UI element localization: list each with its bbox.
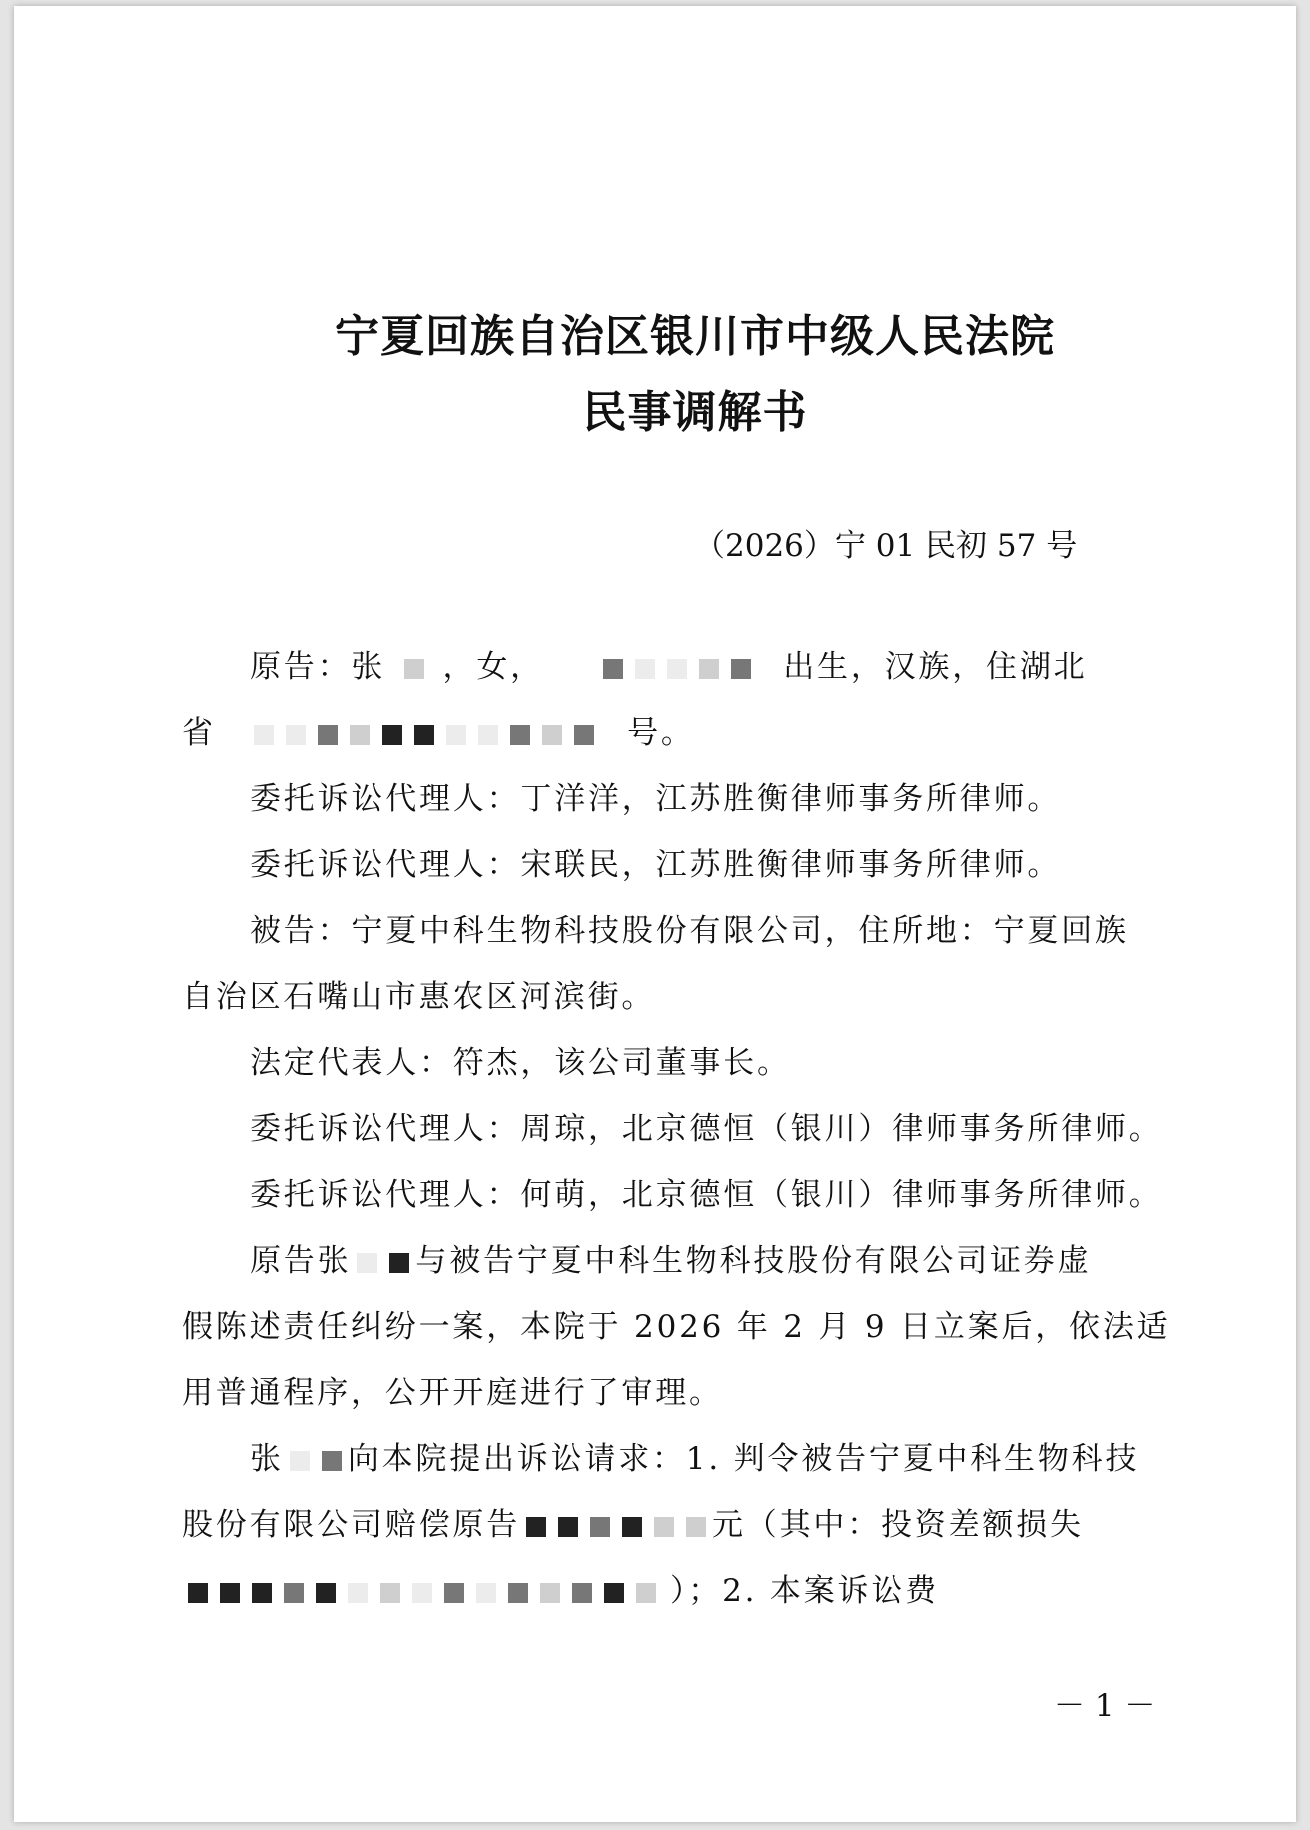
redacted-birthdate (597, 651, 757, 687)
court-name: 宁夏回族自治区银川市中级人民法院 (335, 311, 1055, 362)
claim-plaintiff-label: 张 (250, 1441, 284, 1477)
plaintiff-label: 原告：张 (250, 649, 386, 685)
redacted-name (351, 1245, 415, 1281)
case-number: （2026）宁 01 民初 57 号 (694, 528, 1078, 564)
defendant-line-1: 被告：宁夏中科生物科技股份有限公司，住所地：宁夏回族 (250, 913, 1129, 949)
plaintiff-gender: ，女， (442, 649, 544, 685)
plaintiff-birth-ethnicity: 出生，汉族，住湖北 (783, 649, 1088, 685)
case-summary-line-1 (250, 1235, 1128, 1281)
province-label: 省 (182, 715, 216, 751)
page-number: － 1 － (1054, 1688, 1156, 1724)
claim-amount-suffix: 元（其中：投资差额损失 (712, 1507, 1084, 1543)
claim-costs-text: ）；2. 本案诉讼费 (670, 1573, 939, 1609)
claim-line-2 (182, 1499, 1128, 1545)
redacted-name (398, 651, 430, 687)
claim-line-3 (182, 1565, 1128, 1611)
legal-representative: 法定代表人：符杰，该公司董事长。 (250, 1045, 791, 1081)
plaintiff-address-line (182, 707, 1128, 753)
case-summary-line-2: 假陈述责任纠纷一案，本院于 2026 年 2 月 9 日立案后，依法适 (182, 1309, 1171, 1345)
address-suffix: 号。 (627, 715, 695, 751)
defendant-agent-1: 委托诉讼代理人：周琼，北京德恒（银川）律师事务所律师。 (250, 1111, 1163, 1147)
defendant-line-2: 自治区石嘴山市惠农区河滨街。 (182, 979, 656, 1015)
claim-compensation-text: 股份有限公司赔偿原告 (182, 1507, 520, 1543)
redacted-name (284, 1443, 348, 1479)
redacted-amount (520, 1509, 712, 1545)
case-plaintiff-label: 原告张 (250, 1243, 352, 1279)
case-summary-line-3: 用普通程序，公开开庭进行了审理。 (182, 1375, 723, 1411)
claim-text: 向本院提出诉讼请求：1. 判令被告宁夏中科生物科技 (347, 1441, 1140, 1477)
plaintiff-agent-2: 委托诉讼代理人：宋联民，江苏胜衡律师事务所律师。 (250, 847, 1062, 883)
claim-line-1 (250, 1433, 1140, 1479)
case-summary-text: 与被告宁夏中科生物科技股份有限公司证券虚 (415, 1243, 1092, 1279)
redacted-loss-details (182, 1575, 662, 1611)
plaintiff-line (250, 641, 1128, 687)
redacted-address (248, 717, 600, 753)
plaintiff-agent-1: 委托诉讼代理人：丁洋洋，江苏胜衡律师事务所律师。 (250, 781, 1062, 817)
document-type: 民事调解书 (582, 387, 808, 438)
defendant-agent-2: 委托诉讼代理人：何萌，北京德恒（银川）律师事务所律师。 (250, 1177, 1163, 1213)
